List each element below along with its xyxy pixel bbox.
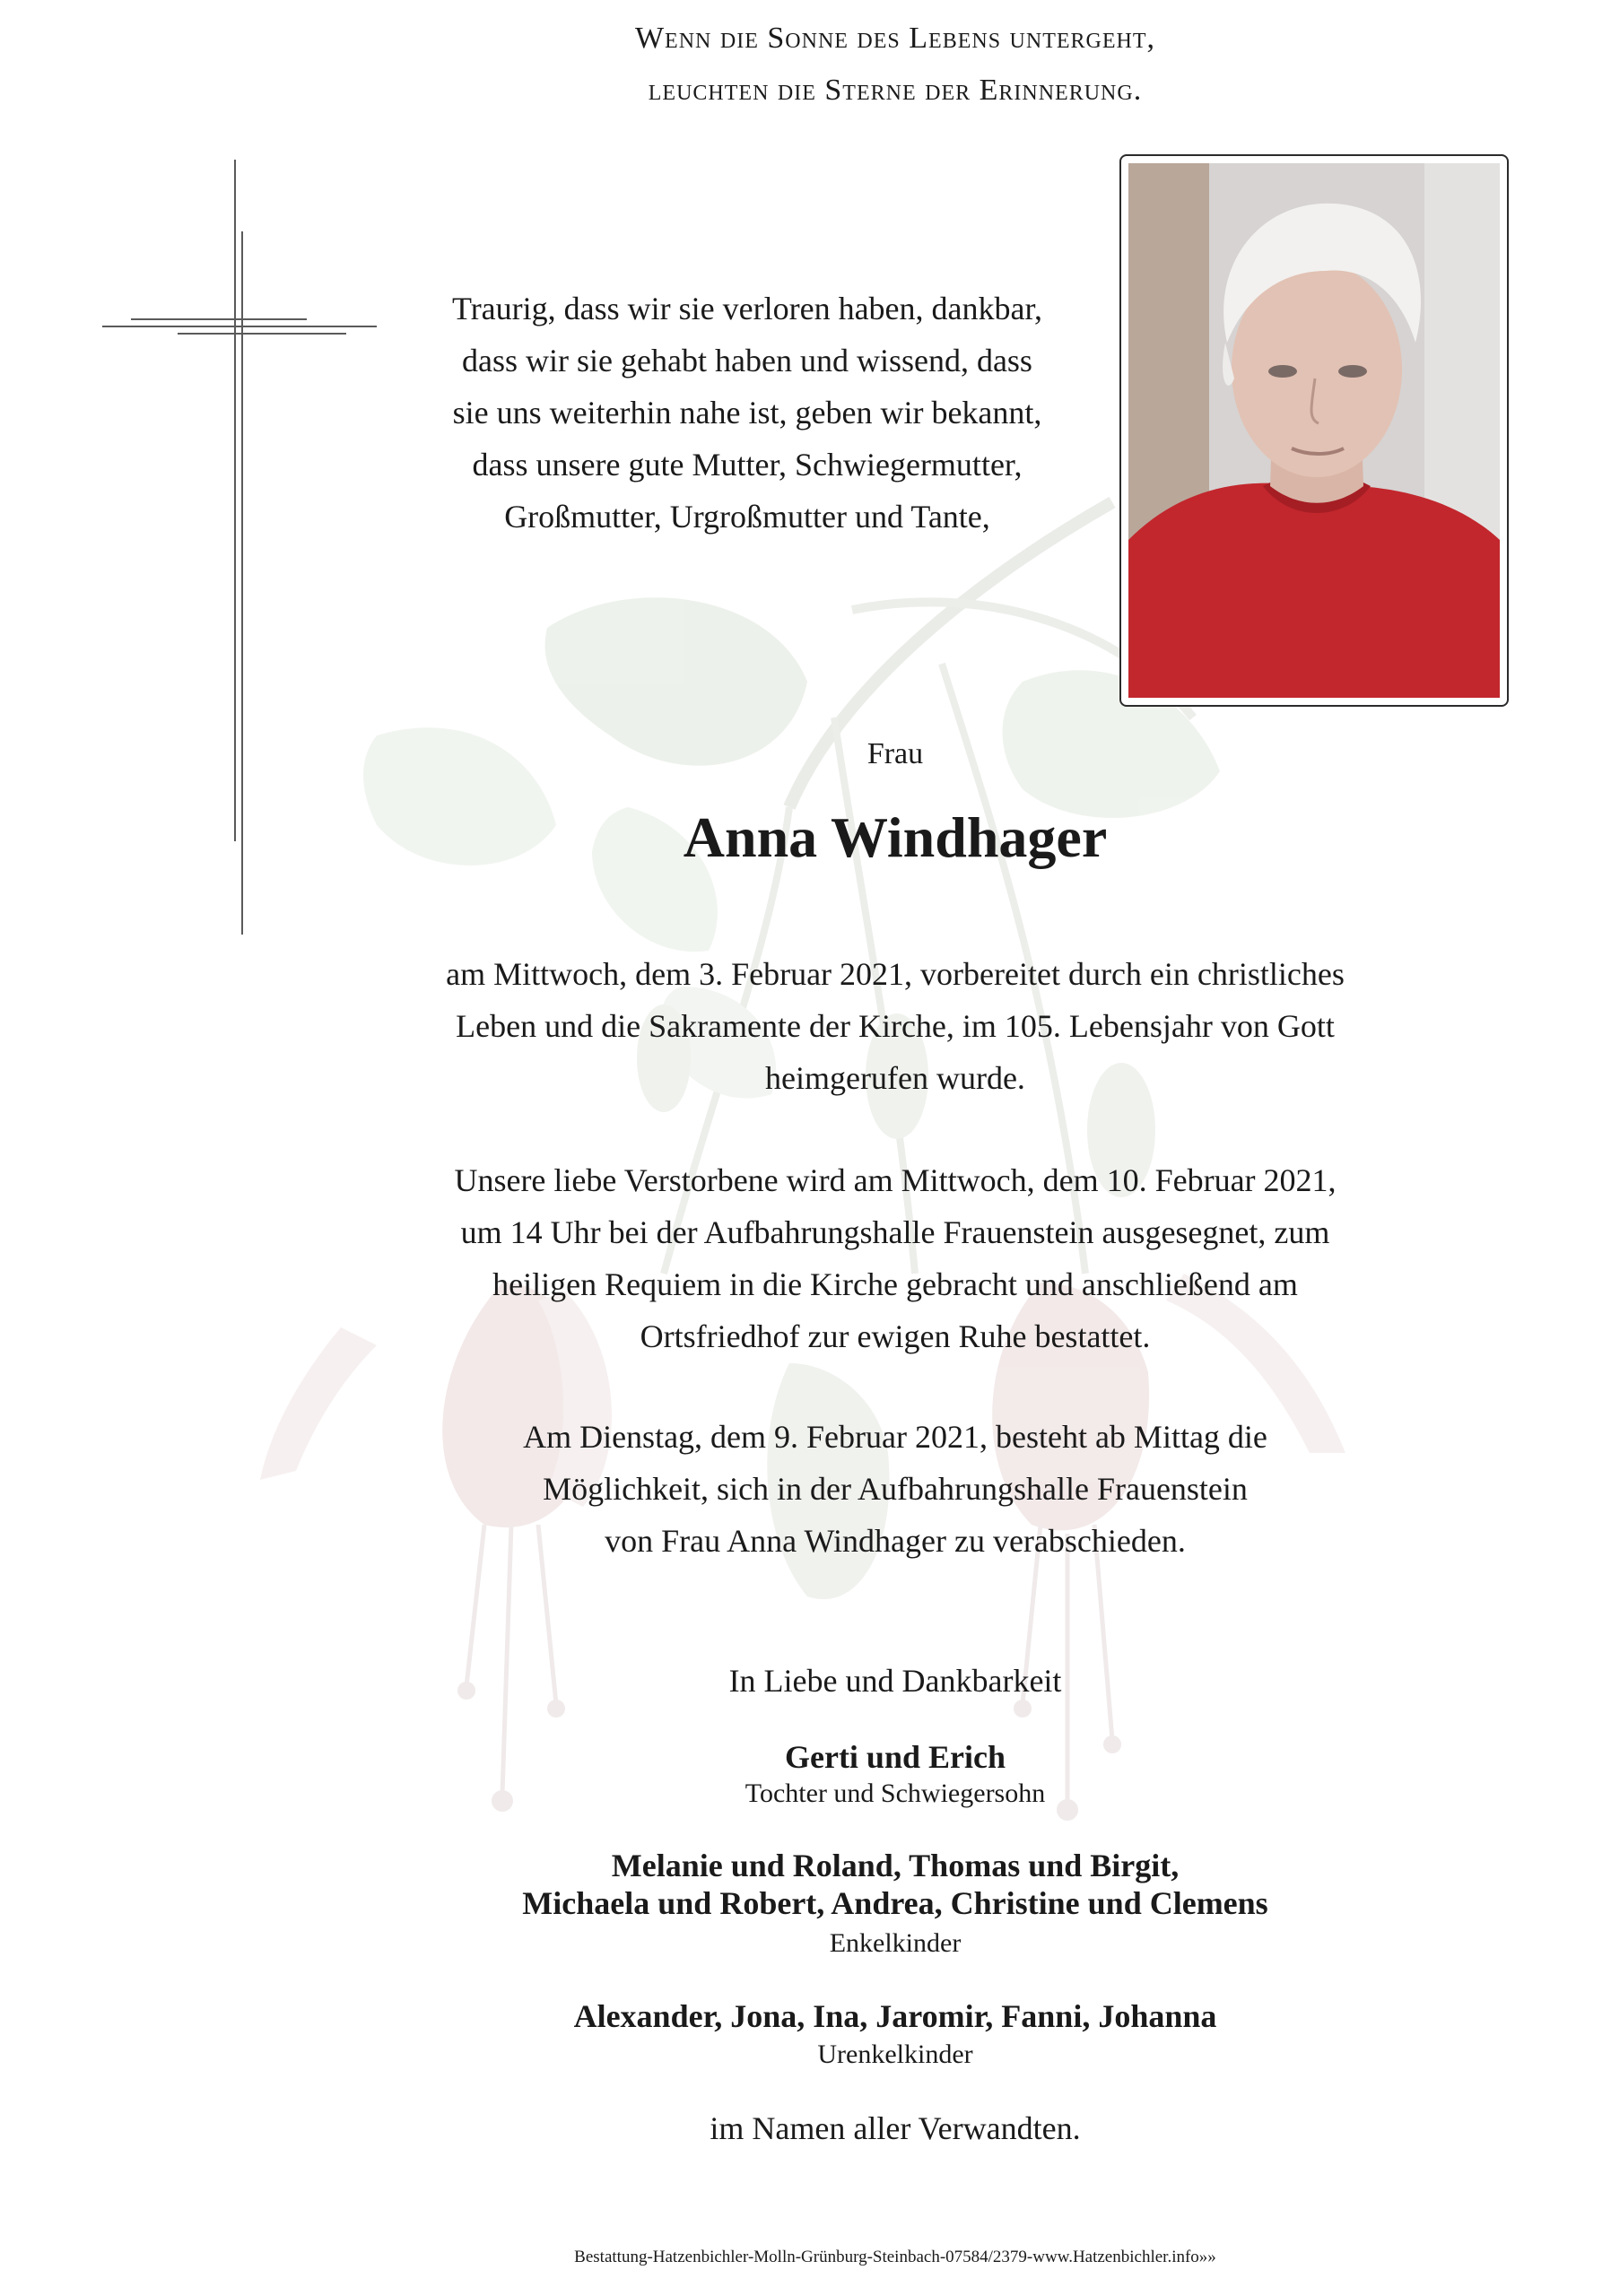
intro-text — [357, 283, 1137, 543]
motto-line-1: Wenn die Sonne des Lebens untergeht, — [634, 22, 1156, 55]
mourner-names-children — [357, 1738, 1433, 1776]
closing-line: In Liebe und Dankbarkeit — [728, 1663, 1062, 1699]
mourner-names-great-grandchildren — [357, 1997, 1433, 2035]
paragraph-line: von Frau Anna Windhager zu verabschieden. — [605, 1523, 1186, 1559]
mourner-names-line: Melanie und Roland, Thomas und Birgit, — [611, 1848, 1180, 1883]
deceased-name: Anna Windhager — [683, 805, 1108, 869]
intro-line: sie uns weiterhin nahe ist, geben wir bekannt, — [452, 395, 1042, 430]
mourner-role-grandchildren: Enkelkinder — [829, 1928, 962, 1958]
intro-line: Großmutter, Urgroßmutter und Tante, — [504, 499, 990, 535]
mourner-names-line: Gerti und Erich — [784, 1739, 1006, 1775]
mourner-role-children: Tochter und Schwiegersohn — [745, 1779, 1046, 1808]
salutation: Frau — [866, 737, 924, 770]
farewell-paragraph — [357, 1411, 1433, 1567]
mourner-names-line: Michaela und Robert, Andrea, Christine und Clemens — [522, 1885, 1268, 1921]
paragraph-line: um 14 Uhr bei der Aufbahrungshalle Frauenstein ausgesegnet, zum — [460, 1214, 1330, 1250]
footer-credit: Bestattung-Hatzenbichler-Molln-Grünburg-Steinbach-07584/2379-www.Hatzenbichler.info»» — [574, 2248, 1216, 2266]
mourner-names-grandchildren — [357, 1847, 1433, 1922]
portrait-frame — [1119, 154, 1509, 707]
portrait-photo — [1128, 163, 1500, 698]
final-line: im Namen aller Verwandten. — [710, 2110, 1081, 2146]
intro-line: Traurig, dass wir sie verloren haben, dankbar, — [451, 291, 1043, 326]
paragraph-line: Unsere liebe Verstorbene wird am Mittwoch, dem 10. Februar 2021, — [454, 1162, 1337, 1198]
intro-line: dass unsere gute Mutter, Schwiegermutter, — [472, 447, 1023, 483]
paragraph-line: Möglichkeit, sich in der Aufbahrungshalle Frauenstein — [543, 1471, 1248, 1507]
paragraph-line: heiligen Requiem in die Kirche gebracht und anschließend am — [492, 1266, 1298, 1302]
mourner-role-great-grandchildren: Urenkelkinder — [817, 2039, 973, 2069]
paragraph-line: am Mittwoch, dem 3. Februar 2021, vorbereitet durch ein christliches — [446, 956, 1345, 992]
paragraph-line: heimgerufen wurde. — [765, 1060, 1025, 1096]
death-paragraph — [357, 948, 1433, 1104]
motto — [447, 13, 1344, 117]
intro-line: dass wir sie gehabt haben und wissend, dass — [462, 343, 1032, 378]
paragraph-line: Leben und die Sakramente der Kirche, im 105. Lebensjahr von Gott — [456, 1008, 1335, 1044]
funeral-paragraph — [357, 1154, 1433, 1362]
paragraph-line: Am Dienstag, dem 9. Februar 2021, besteht ab Mittag die — [523, 1419, 1267, 1455]
mourner-names-line: Alexander, Jona, Ina, Jaromir, Fanni, Johanna — [573, 1998, 1217, 2034]
paragraph-line: Ortsfriedhof zur ewigen Ruhe bestattet. — [640, 1318, 1151, 1354]
motto-line-2: leuchten die Sterne der Erinnerung. — [648, 74, 1143, 107]
cross-icon — [90, 152, 386, 942]
